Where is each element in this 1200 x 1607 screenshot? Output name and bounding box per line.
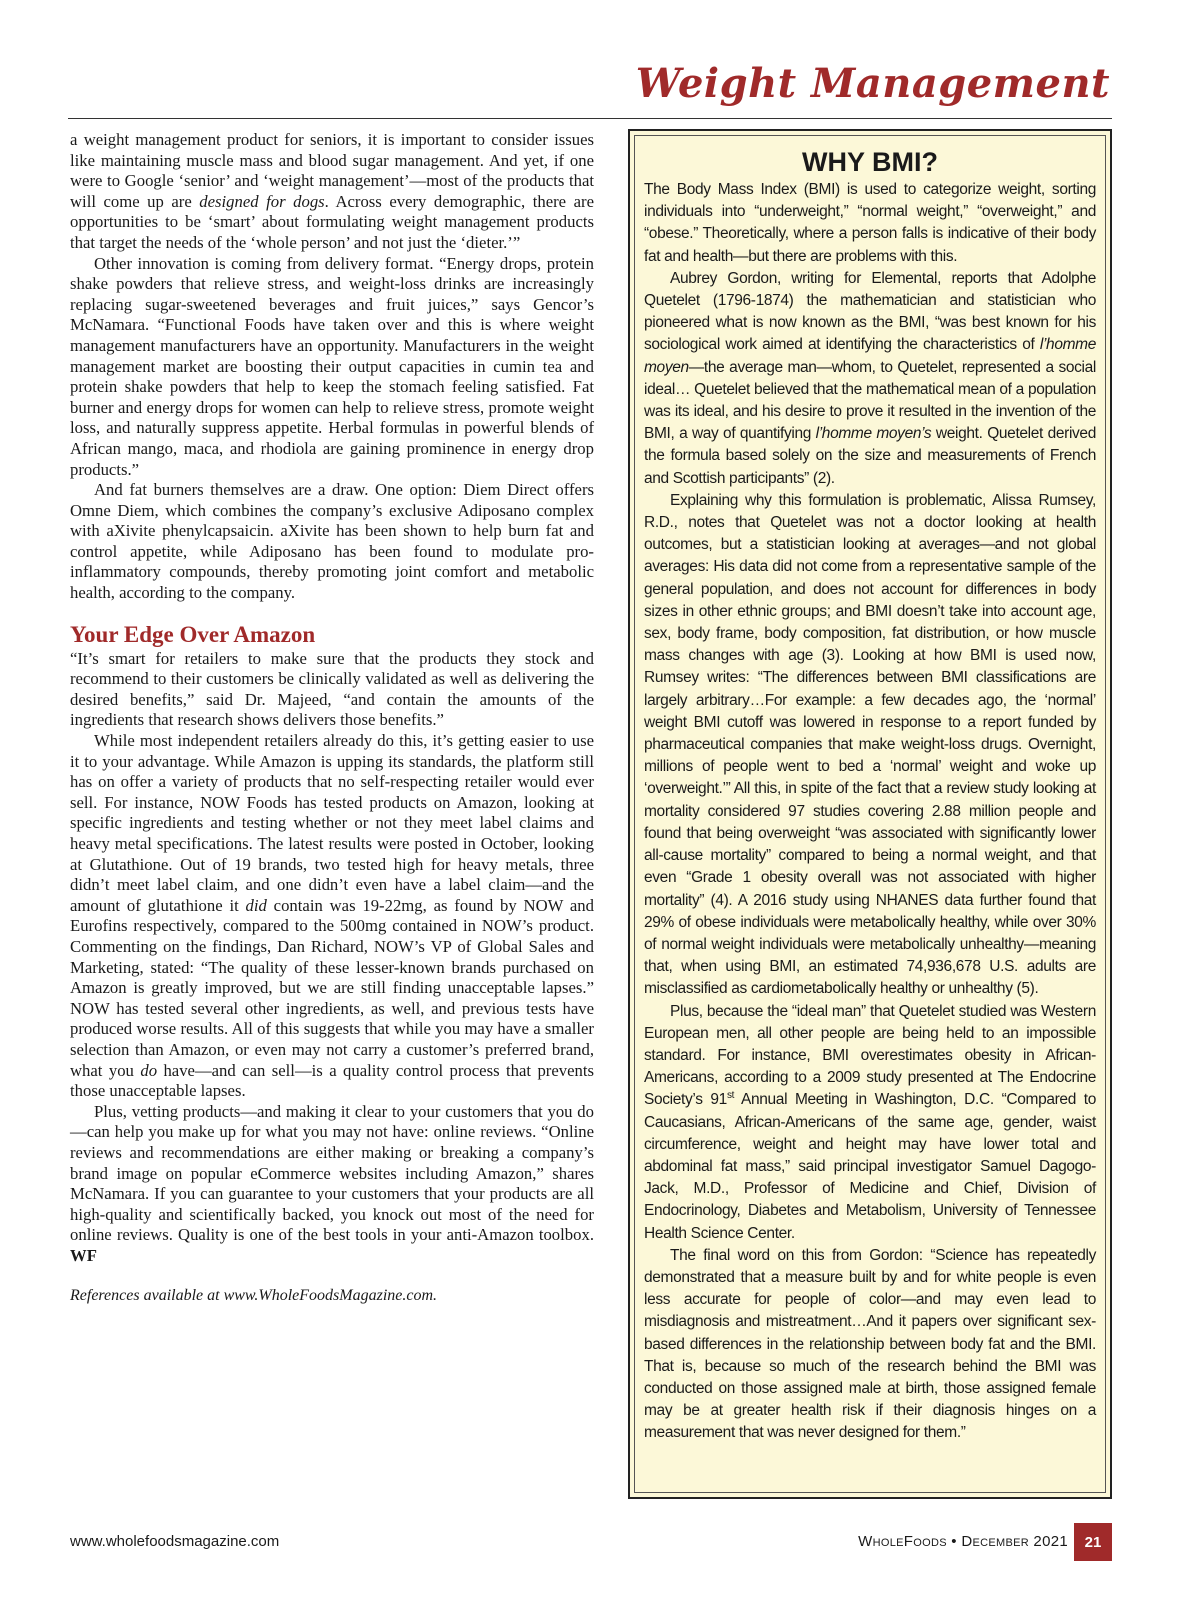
- sidebar-title: WHY BMI?: [802, 147, 938, 177]
- why-bmi-sidebar: [628, 129, 1112, 1499]
- article-subhead: Your Edge Over Amazon: [70, 621, 316, 647]
- article-paragraph: While most independent retailers already do this, it’s getting easier to use it to your advantage. While Amazon is upping its standards, the platform still has on offer a variety of products that no self-respecting retailer would ever sell. For instance, NOW Foods has tested products on Amazon, looking at specific ingredients and testing whether or not they meet label claims and heavy metal specifications. The latest results were posted in October, looking at Glutathione. Out of 19 brands, two tested high for heavy metals, three didn’t meet label claim, and one didn’t even have a label claim—and the amount of glutathione it did contain was 19-22mg, as found by NOW and Eurofins respectively, compared to the 500mg contained in NOW’s product. Commenting on the findings, Dan Richard, NOW’s VP of Global Sales and Marketing, stated: “The quality of these lesser-known brands purchased on Amazon is greatly improved, but we are still finding unacceptable lapses.” NOW has tested several other ingredients, as well, and previous tests have produced worse results. All of this suggests that while you may have a smaller selection than Amazon, or even may not carry a customer’s preferred brand, what you do have—and can sell—is a quality control process that prevents those unacceptable lapses.: [70, 731, 594, 1101]
- article-column: [70, 130, 594, 1307]
- header-rule: [68, 118, 1112, 119]
- sidebar-paragraph: Plus, because the “ideal man” that Quetelet studied was Western European men, all other people are being held to an impossible standard. For instance, BMI overestimates obesity in African-Americans, according to a 2009 study presented at The Endocrine Society’s 91st Annual Meeting in Washington, D.C. “Compared to Caucasians, African-Americans of the same age, gender, waist circumference, weight and height may have lower total and abdominal fat mass,” said principal investigator Samuel Dagogo-Jack, M.D., Professor of Medicine and Chief, Division of Endocrinology, Diabetes and Metabolism, University of Tennessee Health Science Center.: [644, 1002, 1096, 1242]
- sidebar-paragraph: The Body Mass Index (BMI) is used to categorize weight, sorting individuals into “underweight,” “normal weight,” “overweight,” and “obese.” Theoretically, where a person falls is indicative of their body fat and health—but there are problems with this.: [644, 181, 1096, 265]
- article-paragraph: a weight management product for seniors, it is important to consider issues like maintaining muscle mass and blood sugar management. And yet, if one were to Google ‘senior’ and ‘weight management’—most of the products that will come up are designed for dogs. Across every demographic, there are opportunities to be ‘smart’ about formulating weight management products that target the needs of the ‘whole person’ and not just the ‘dieter.’”: [70, 130, 594, 252]
- article-paragraph: Other innovation is coming from delivery format. “Energy drops, protein shake powders that relieve stress, and weight-loss drinks are increasingly replacing sugar-sweetened beverages and fruit juices,” says Gencor’s McNamara. “Functional Foods have taken over and this is where weight management manufacturers have an opportunity. Manufacturers in the weight management market are boosting their output capacities in cumin tea and protein shake powders that help to keep the stomach feeling satisfied. Fat burner and energy drops for women can help to relieve stress, promote weight loss, and naturally suppress appetite. Herbal formulas in powerful blends of African mango, maca, and rhodiola are gaining prominence in energy drop products.”: [70, 253, 594, 479]
- references-note: References available at www.WholeFoodsMagazine.com.: [70, 1287, 438, 1305]
- page-number: 21: [1074, 1523, 1112, 1561]
- sidebar-paragraph: The final word on this from Gordon: “Science has repeatedly demonstrated that a measure built by and for white people is even less accurate for people of color—and may even lead to misdiagnosis and mistreatment…And it papers over significant sex-based differences in the relationship between body fat and the BMI. That is, because so much of the research behind the BMI was conducted on those assigned male at birth, those assigned female may be at greater health risk if their diagnosis hinges on a measurement that was never designed for them.”: [644, 1246, 1096, 1442]
- section-title: Weight Management: [635, 60, 1110, 107]
- footer-url[interactable]: www.wholefoodsmagazine.com: [70, 1533, 280, 1550]
- footer-magazine-issue: WholeFoods • December 2021: [858, 1533, 1068, 1550]
- sidebar-paragraph: Aubrey Gordon, writing for Elemental, reports that Adolphe Quetelet (1796-1874) the mathematician and statistician who pioneered what is now known as the BMI, “was best known for his sociological work aimed at identifying the characteristics of l’homme moyen—the average man—whom, to Quetelet, represented a social ideal… Quetelet believed that the mathematical mean of a population was its ideal, and his desire to prove it resulted in the invention of the BMI, a way of quantifying l’homme moyen’s weight. Quetelet derived the formula based solely on the size and measurements of French and Scottish participants” (2).: [644, 269, 1096, 487]
- article-paragraph: “It’s smart for retailers to make sure that the products they stock and recommend to their customers be clinically validated as well as delivering the desired benefits,” said Dr. Majeed, “and contain the amounts of the ingredients that research shows delivers those benefits.”: [70, 648, 594, 730]
- sidebar-body: [644, 179, 1096, 1445]
- article-paragraph: Plus, vetting products—and making it clear to your customers that you do—can help you make up for what you may not have: online reviews. “Online reviews and recommendations are either making or breaking a company’s brand image on popular eCommerce websites including Amazon,” shares McNamara. If you can guarantee to your customers that your products are all high-quality and scientifically backed, you knock out most of the need for online reviews. Quality is one of the best tools in your anti-Amazon toolbox. WF: [70, 1101, 594, 1265]
- article-paragraph: And fat burners themselves are a draw. One option: Diem Direct offers Omne Diem, which combines the company’s exclusive Adiposano complex with aXivite phenylcapsaicin. aXivite has been shown to help burn fat and control appetite, while Adiposano has been found to modulate pro-inflammatory compounds, thereby promoting joint comfort and metabolic health, according to the company.: [70, 480, 594, 603]
- sidebar-paragraph: Explaining why this formulation is problematic, Alissa Rumsey, R.D., notes that Quetelet was not a doctor looking at health outcomes, but a statistician looking at averages—and not global averages: His data did not come from a representative sample of the general population, and does not account for differences in body sizes in other ethnic groups; and BMI doesn’t take into account age, sex, body frame, body composition, fat distribution, or how muscle mass changes with age (3). Looking at how BMI is used now, Rumsey writes: “The differences between BMI classifications are largely arbitrary…For example: a few decades ago, the ‘normal’ weight BMI cutoff was lowered in response to a report funded by pharmaceutical companies that make weight-loss drugs. Overnight, millions of people went to bed a ‘normal’ weight and woke up ‘overweight.’” All this, in spite of the fact that a review study looking at mortality considered 97 studies covering 2.88 million people and found that being overweight “was associated with significantly lower all-cause mortality” compared to being a normal weight, and that even “Grade 1 obesity overall was not associated with higher mortality” (4). A 2016 study using NHANES data further found that 29% of obese individuals were metabolically healthy, while over 30% of normal weight individuals were metabolically unhealthy—meaning that, when using BMI, an estimated 74,936,678 U.S. adults are misclassified as cardiometabolically healthy or unhealthy (5).: [644, 491, 1096, 998]
- wf-signature: WF: [70, 1245, 97, 1265]
